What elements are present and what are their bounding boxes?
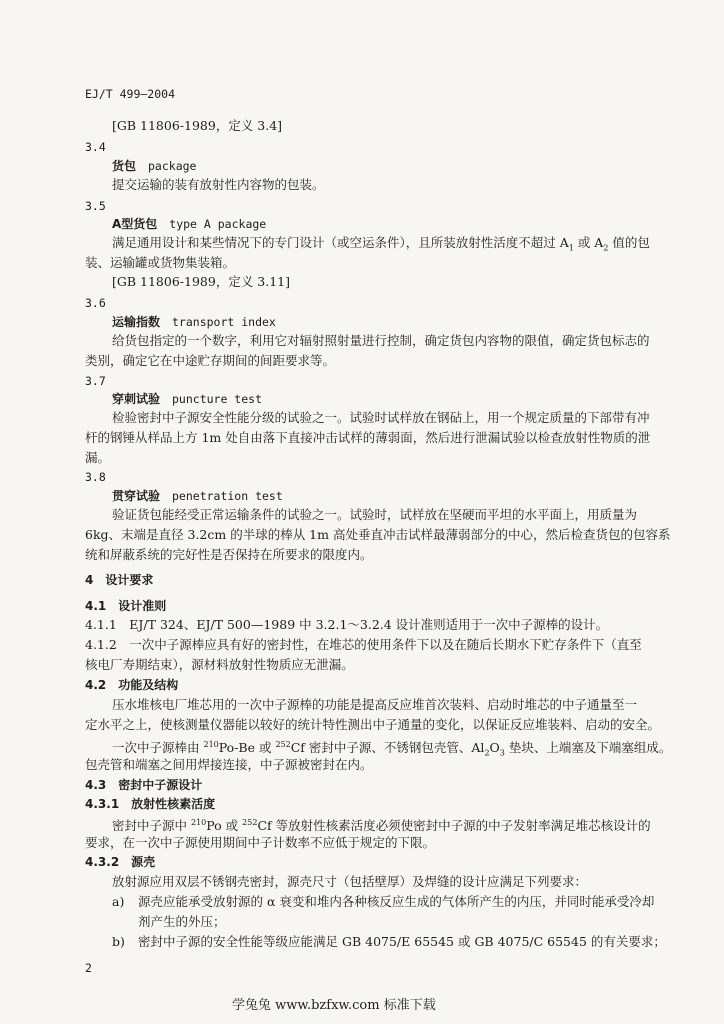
section-3-4-definition: 提交运输的装有放射性内容物的包装。 [112, 177, 325, 192]
section-3-5-term [112, 216, 266, 232]
para-text: 密封中子源中 [112, 818, 191, 834]
section-4-2-para1-line2: 定水平之上，使核测量仪器能以较好的统计特性测出中子通量的变化，以保证反应堆装料、启动的安全。 [85, 717, 661, 732]
para-text: Cf 等放射性核素活度必须使密封中子源的中子发射率满足堆芯核设计的 [257, 818, 651, 834]
para-text: Po 或 [206, 818, 243, 834]
page-number: 2 [85, 961, 92, 975]
section-4-3-2-para: 放射源应用双层不锈钢壳密封，源壳尺寸（包括壁厚）及焊缝的设计应满足下列要求： [112, 874, 588, 889]
section-3-7-definition-line1: 检验密封中子源安全性能分级的试验之一。试验时试样放在钢砧上，用一个规定质量的下部带有冲 [112, 410, 650, 425]
clause-4-1-1: 4.1.1 EJ/T 324、EJ/T 500—1989 中 3.2.1～3.2.4 设计准则适用于一次中子源棒的设计。 [85, 617, 609, 632]
term-zh: 运输指数 [112, 315, 161, 329]
subscript: 2 [603, 243, 609, 253]
section-3-5-ref: [GB 11806-1989，定义 3.11] [112, 274, 291, 289]
section-4-2-para1-line1: 压水堆核电厂堆芯用的一次中子源棒的功能是提高反应堆首次装料、启动时堆芯的中子通量至一 [112, 697, 638, 712]
def-text: 满足通用设计和某些情况下的专门设计（或空运条件），且所装放射性活度不超过 A [112, 235, 569, 250]
term-en: penetration test [172, 489, 283, 503]
section-3-5-definition-line1 [112, 235, 650, 257]
para-text: O [489, 740, 500, 756]
section-4-heading: 4 设计要求 [85, 573, 154, 587]
superscript: 210 [190, 818, 207, 827]
term-zh: 贯穿试验 [112, 489, 161, 503]
section-3-8-number: 3.8 [85, 470, 106, 484]
list-item-b-line1: 密封中子源的安全性能等级应能满足 GB 4075/E 65545 或 GB 4075/C 65545 的有关要求； [138, 934, 666, 949]
section-4-3-2-heading: 4.3.2 源壳 [85, 855, 156, 869]
list-item-a-line1: 源壳应能承受放射源的 α 衰变和堆内各种核反应生成的气体所产生的内压，并同时能承受冷却 [138, 894, 655, 909]
list-item-a-label: a) [112, 894, 125, 909]
section-4-3-heading: 4.3 密封中子源设计 [85, 778, 203, 792]
section-4-3-1-para-line2: 要求，在一次中子源使用期间中子计数率不应低于规定的下限。 [85, 835, 436, 850]
doc-code: EJ/T 499—2004 [85, 87, 176, 101]
section-3-8-term [112, 488, 283, 504]
def-text: 或 A [573, 235, 604, 250]
section-4-2-para2-line2: 包壳管和端塞之间用焊接连接，中子源被密封在内。 [85, 757, 373, 772]
superscript: 252 [242, 818, 258, 827]
section-4-1-heading: 4.1 设计准则 [85, 599, 167, 613]
term-zh: A型货包 [112, 217, 158, 231]
section-4-3-1-heading: 4.3.1 放射性核素活度 [85, 797, 216, 811]
section-3-5-number: 3.5 [85, 199, 106, 213]
section-3-7-definition-line2: 杆的钢锤从样品上方 1m 处自由落下直接冲击试样的薄弱面，然后进行泄漏试验以检查放射性物质的泄 [85, 430, 651, 445]
ref-3-3: [GB 11806-1989，定义 3.4] [112, 118, 283, 133]
para-text: Po-Be 或 [218, 740, 276, 756]
section-4-3-1-para-line1 [112, 815, 651, 834]
term-zh: 货包 [112, 159, 137, 173]
section-3-6-definition-line2: 类别，确定它在中途贮存期间的间距要求等。 [85, 353, 336, 368]
watermark-footer: 学兔兔 www.bzfxw.com 标准下载 [232, 998, 436, 1013]
subscript: 1 [568, 243, 574, 253]
section-3-5-definition-line2: 装、运输罐或货物集装箱。 [85, 255, 236, 270]
section-4-2-heading: 4.2 功能及结构 [85, 678, 179, 692]
section-3-8-definition-line2: 6kg、末端是直径 3.2cm 的半球的棒从 1m 高处垂直冲击试样最薄弱部分的中心，然后检查货包的包容系 [85, 527, 671, 542]
section-3-8-definition-line3: 统和屏蔽系统的完好性是否保持在所要求的限度内。 [85, 547, 373, 562]
list-item-a-line2: 剂产生的外压； [138, 914, 226, 929]
section-3-4-term [112, 158, 196, 174]
superscript: 252 [275, 740, 291, 749]
term-en: transport index [172, 315, 276, 329]
section-3-7-term [112, 391, 262, 407]
section-3-7-number: 3.7 [85, 374, 106, 388]
para-text: Cf 密封中子源、不锈钢包壳管、Al [290, 740, 485, 756]
section-3-8-definition-line1: 验证货包能经受正常运输条件的试验之一。试验时，试样放在坚硬而平坦的水平面上，用质量为 [112, 507, 638, 522]
superscript: 210 [203, 740, 219, 749]
term-zh: 穿刺试验 [112, 392, 161, 406]
para-text: 一次中子源棒由 [112, 740, 204, 756]
list-item-b-label: b) [112, 934, 125, 949]
term-en: type A package [169, 217, 267, 231]
term-en: puncture test [172, 392, 263, 406]
para-text: 垫块、上端塞及下端塞组成。 [504, 740, 672, 756]
def-text: 值的包 [608, 235, 650, 250]
section-3-6-number: 3.6 [85, 296, 106, 310]
clause-4-1-2-line2: 核电厂寿期结束），源材料放射性物质应无泄漏。 [85, 657, 354, 672]
section-3-6-term [112, 314, 276, 330]
subscript: 3 [499, 748, 505, 758]
section-3-7-definition-line3: 漏。 [85, 450, 111, 465]
section-3-4-number: 3.4 [85, 140, 106, 154]
term-en: package [148, 159, 197, 173]
section-3-6-definition-line1: 给货包指定的一个数字，利用它对辐射照射量进行控制，确定货包内容物的限值，确定货包标志的 [112, 333, 650, 348]
clause-4-1-2-line1: 4.1.2 一次中子源棒应具有好的密封性，在堆芯的使用条件下以及在随后长期水下贮存条件下（直至 [85, 637, 642, 652]
subscript: 2 [484, 748, 490, 758]
